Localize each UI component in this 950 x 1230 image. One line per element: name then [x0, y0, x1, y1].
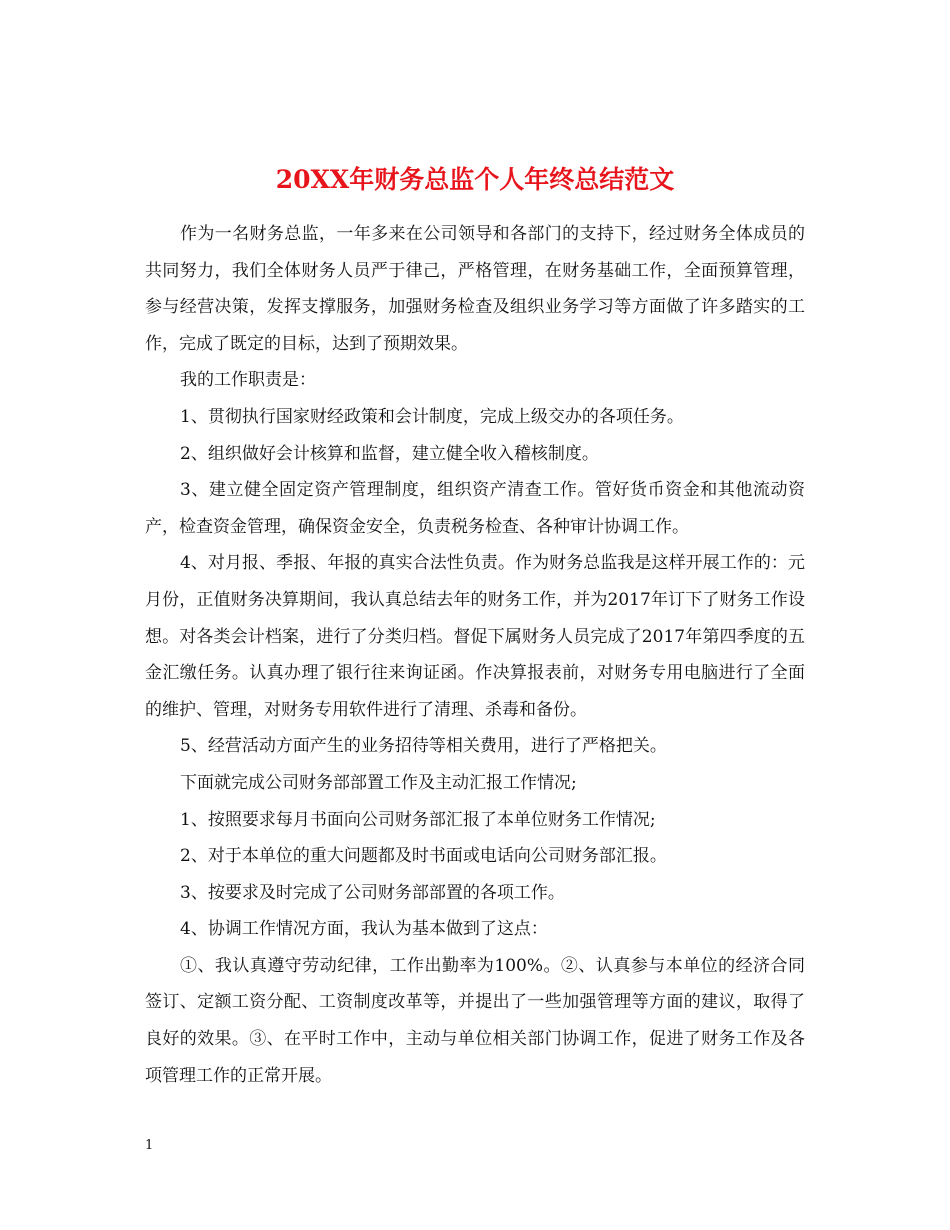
paragraph-report-heading: 下面就完成公司财务部部置工作及主动汇报工作情况;	[180, 772, 577, 793]
paragraph-duty-1: 1、贯彻执行国家财经政策和会计制度，完成上级交办的各项任务。	[180, 406, 684, 427]
document-body	[145, 216, 805, 1094]
paragraph-duty-4: 4、对月报、季报、年报的真实合法性负责。作为财务总监我是这样开展工作的：元月份，正值财务决算期间，我认真总结去年的财务工作，并为2017年订下了财务工作设想。对各类会计档案，进行了分类归档。督促下属财务人员完成了2017年第四季度的五金汇缴任务。认真办理了银行往来询证函。作决算报表前，对财务专用电脑进行了全面的维护、管理，对财务专用软件进行了清理、杀毒和备份。	[145, 553, 805, 720]
document-title: 20XX年财务总监个人年终总结范文	[275, 164, 675, 194]
paragraph-duty-3: 3、建立健全固定资产管理制度，组织资产清查工作。管好货币资金和其他流动资产，检查资金管理，确保资金安全，负责税务检查、各种审计协调工作。	[145, 480, 805, 537]
page-number: 1	[145, 1138, 154, 1153]
paragraph-report-4: 4、协调工作情况方面，我认为基本做到了这点：	[180, 919, 548, 940]
paragraph-report-2: 2、对于本单位的重大问题都及时书面或电话向公司财务部汇报。	[180, 846, 667, 867]
paragraph-duty-5: 5、经营活动方面产生的业务招待等相关费用，进行了严格把关。	[180, 736, 667, 757]
paragraph-intro: 作为一名财务总监，一年多来在公司领导和各部门的支持下，经过财务全体成员的共同努力，我们全体财务人员严于律己，严格管理，在财务基础工作，全面预算管理，参与经营决策，发挥支撑服务，加强财务检查及组织业务学习等方面做了许多踏实的工作，完成了既定的目标，达到了预期效果。	[145, 224, 805, 354]
paragraph-duty-2: 2、组织做好会计核算和监督，建立健全收入稽核制度。	[180, 443, 599, 464]
paragraph-report-1: 1、按照要求每月书面向公司财务部汇报了本单位财务工作情况;	[180, 809, 656, 830]
paragraph-coordination: ①、我认真遵守劳动纪律，工作出勤率为100%。②、认真参与本单位的经济合同签订、定额工资分配、工资制度改革等，并提出了一些加强管理等方面的建议，取得了良好的效果。③、在平时工作中，主动与单位相关部门协调工作，促进了财务工作及各项管理工作的正常开展。	[145, 955, 805, 1086]
paragraph-report-3: 3、按要求及时完成了公司财务部部置的各项工作。	[180, 882, 565, 903]
paragraph-duties-heading: 我的工作职责是：	[180, 370, 316, 391]
